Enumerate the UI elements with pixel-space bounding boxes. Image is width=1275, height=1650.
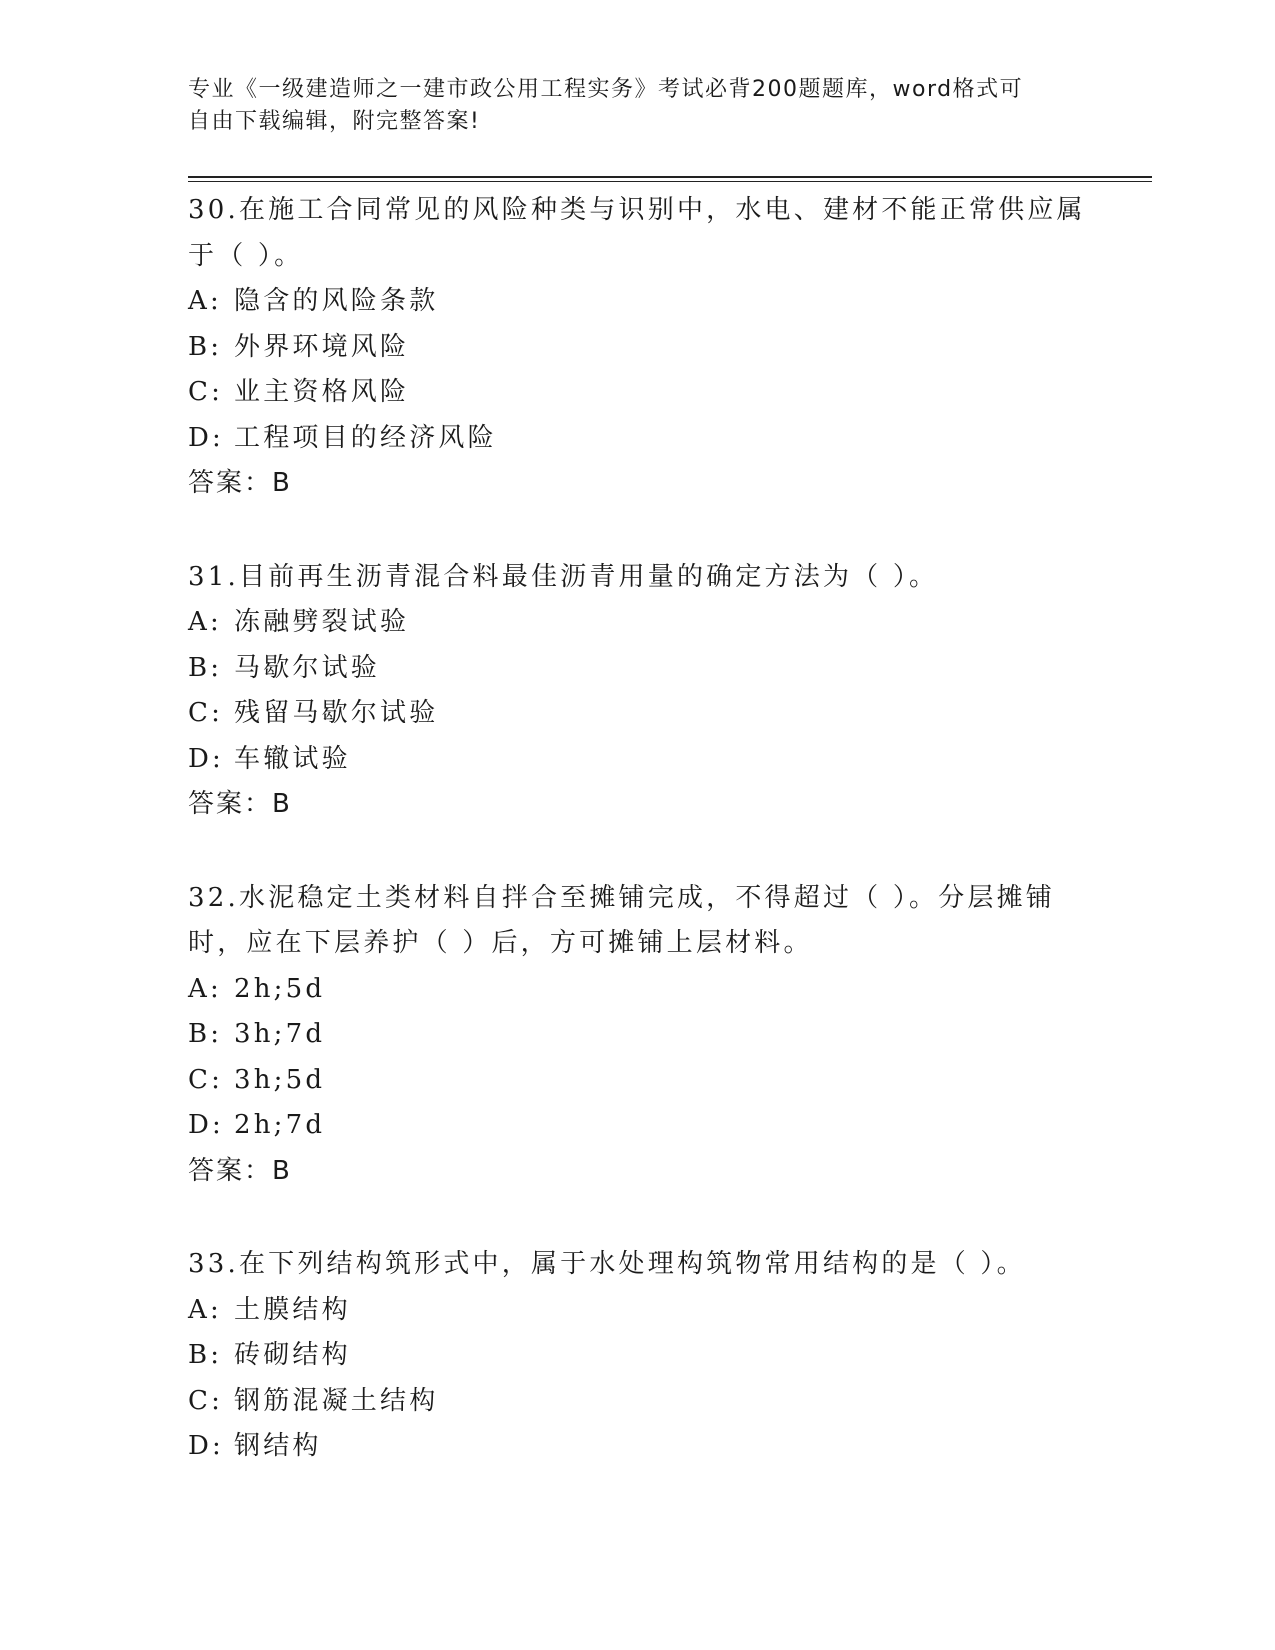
option-key: C: <box>188 1385 224 1416</box>
document-header <box>188 74 1068 138</box>
option-key: C: <box>188 698 224 728</box>
question-list <box>188 188 1088 1518</box>
question-text: 33.在下列结构筑形式中，属于水处理构筑物常用结构的是（ ）。 <box>188 1249 1026 1279</box>
option-text: 车辙试验 <box>234 743 351 774</box>
question-text: 于（ ）。 <box>188 240 304 271</box>
option-b <box>188 1333 1088 1379</box>
option-text: 工程项目的经济风险 <box>234 422 497 453</box>
option-text: 外界环境风险 <box>234 331 410 362</box>
header-divider-thick <box>188 176 1152 178</box>
option-a <box>188 600 1088 646</box>
option-text: 冻融劈裂试验 <box>234 607 410 637</box>
option-text: 砖砌结构 <box>234 1340 351 1370</box>
option-c <box>188 1379 1088 1425</box>
option-key: A: <box>188 1294 222 1325</box>
answer-line: 答案：B <box>188 1155 292 1186</box>
option-d <box>188 416 1088 462</box>
option-text: 业主资格风险 <box>234 377 410 407</box>
option-text: 马歇尔试验 <box>234 652 381 683</box>
option-key: B: <box>188 1019 223 1049</box>
option-text: 3h;7d <box>234 1019 326 1049</box>
question-30 <box>188 188 1088 507</box>
option-a <box>188 1288 1088 1334</box>
option-b <box>188 646 1088 692</box>
option-c <box>188 1058 1088 1104</box>
question-33 <box>188 1242 1088 1470</box>
option-text: 土膜结构 <box>234 1294 351 1325</box>
option-key: A: <box>188 286 222 316</box>
option-b <box>188 1012 1088 1058</box>
question-text: 31.目前再生沥青混合料最佳沥青用量的确定方法为（ ）。 <box>188 561 939 592</box>
question-32 <box>188 876 1088 1195</box>
option-text: 隐含的风险条款 <box>234 286 439 316</box>
answer-line: 答案：B <box>188 468 292 498</box>
option-a <box>188 967 1088 1013</box>
answer-line: 答案：B <box>188 789 292 819</box>
option-key: D: <box>188 1431 225 1461</box>
option-key: B: <box>188 1340 223 1370</box>
option-key: D: <box>188 422 225 453</box>
option-a <box>188 279 1088 325</box>
option-b <box>188 325 1088 371</box>
option-text: 3h;5d <box>234 1064 326 1095</box>
option-text: 2h;5d <box>234 973 326 1004</box>
option-text: 钢筋混凝土结构 <box>234 1385 439 1416</box>
question-text: 时，应在下层养护（ ）后，方可摊铺上层材料。 <box>188 928 813 958</box>
header-line-1: 专业《一级建造师之一建市政公用工程实务》考试必背200题题库，word格式可 <box>188 77 1024 102</box>
option-text: 残留马歇尔试验 <box>234 698 439 728</box>
option-d <box>188 1424 1088 1470</box>
option-key: B: <box>188 652 223 683</box>
option-key: C: <box>188 377 224 407</box>
option-key: A: <box>188 607 222 637</box>
question-text: 32.水泥稳定土类材料自拌合至摊铺完成，不得超过（ ）。分层摊铺 <box>188 882 1056 913</box>
header-divider-thin <box>188 181 1152 182</box>
option-text: 钢结构 <box>234 1431 322 1461</box>
option-key: B: <box>188 331 223 362</box>
question-31 <box>188 555 1088 828</box>
header-line-2: 自由下载编辑，附完整答案! <box>188 109 481 134</box>
option-d <box>188 737 1088 783</box>
option-key: C: <box>188 1064 224 1095</box>
option-d <box>188 1103 1088 1149</box>
option-key: D: <box>188 743 225 774</box>
question-text: 30.在施工合同常见的风险种类与识别中，水电、建材不能正常供应属 <box>188 195 1086 225</box>
option-c <box>188 370 1088 416</box>
option-key: D: <box>188 1110 225 1140</box>
option-key: A: <box>188 973 222 1004</box>
option-text: 2h;7d <box>234 1110 326 1140</box>
option-c <box>188 691 1088 737</box>
